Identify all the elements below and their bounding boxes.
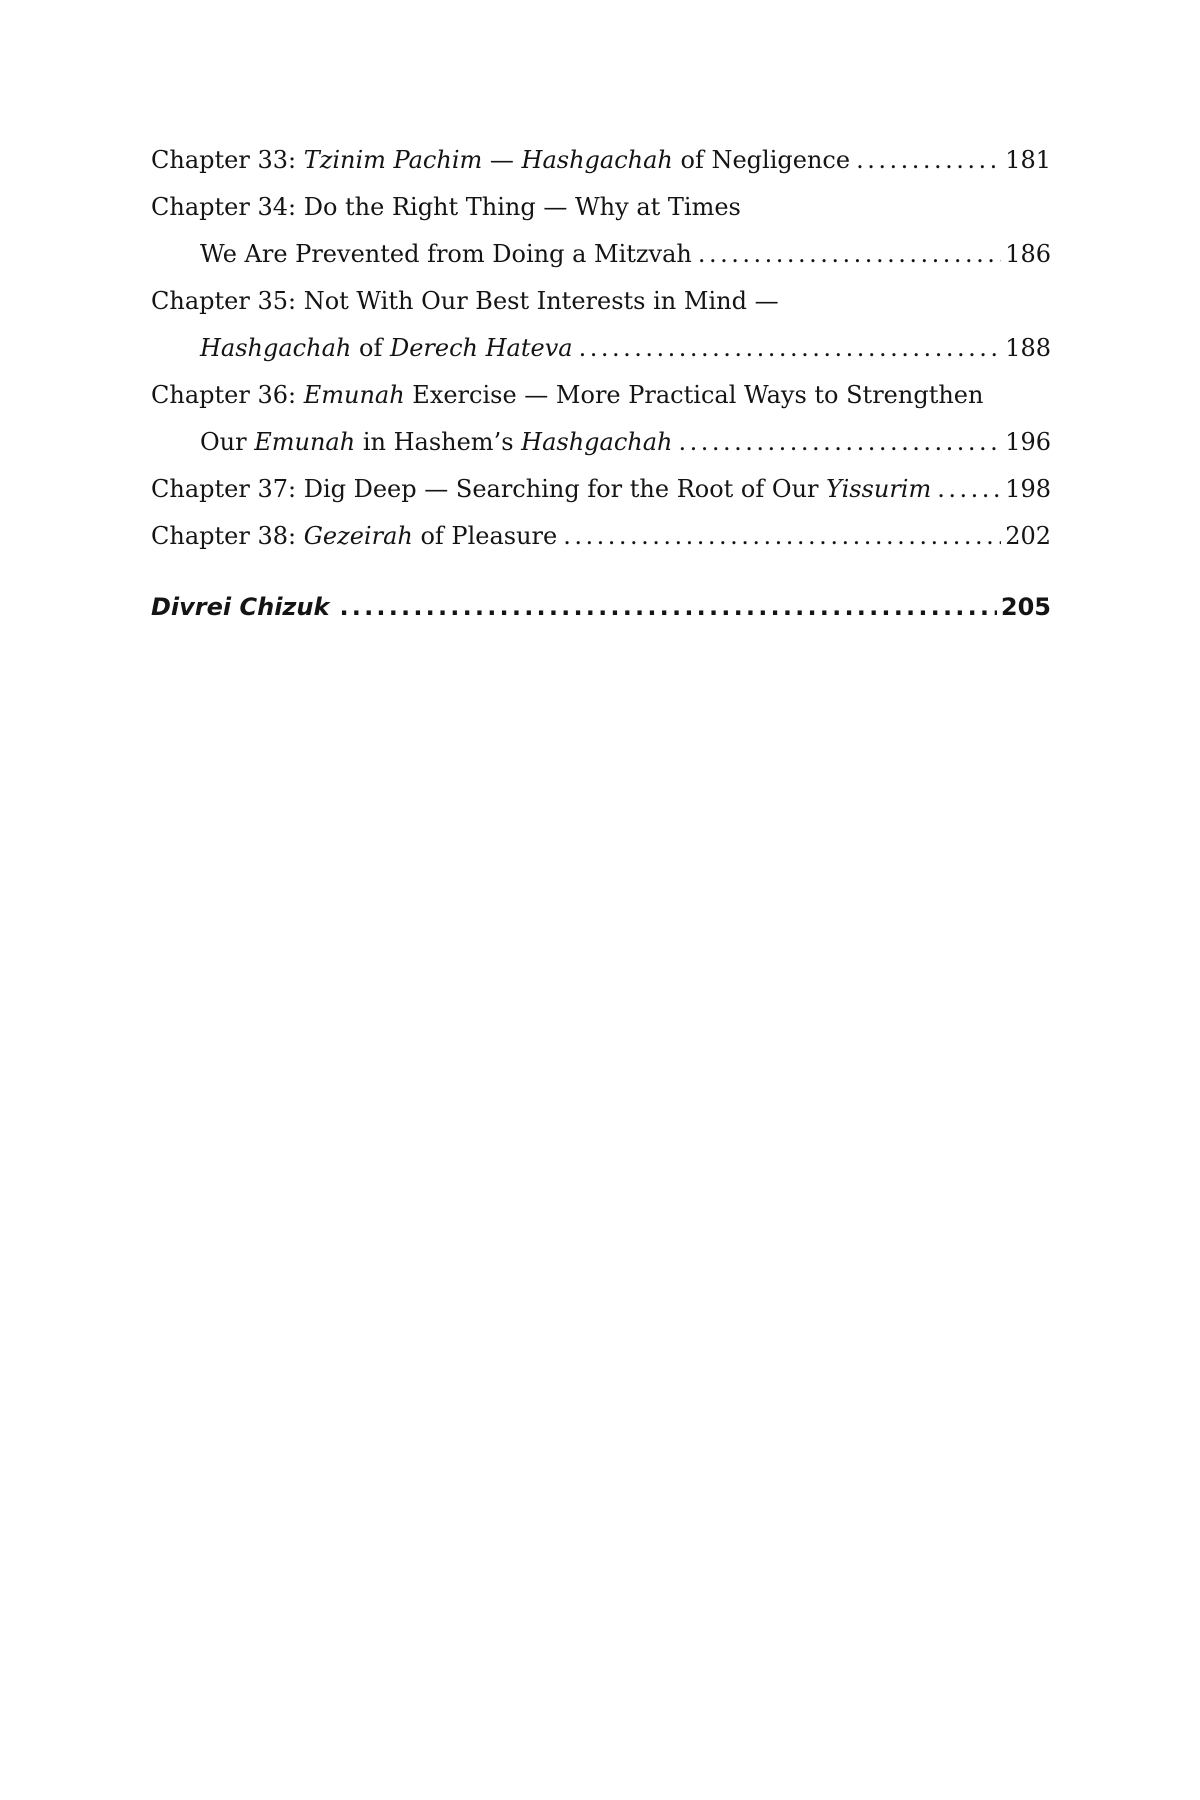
toc-entry-chapter-38[interactable] <box>151 513 1051 560</box>
toc-page-number: 202 <box>1005 522 1051 550</box>
toc-entry-chapter-36-line-2[interactable] <box>151 419 1051 466</box>
toc-entry-chapter-37[interactable] <box>151 466 1051 513</box>
toc-page-number: 205 <box>1000 593 1051 621</box>
toc-entry-title: Chapter 37: Dig Deep — Searching for the Root of Our Yissurim <box>151 475 932 503</box>
toc-entry-title: Chapter 35: Not With Our Best Interests in Mind — <box>151 287 779 315</box>
dot-leader <box>679 419 1002 466</box>
toc-entry-chapter-35-line-1[interactable] <box>151 278 1051 325</box>
toc-entry-title: Chapter 34: Do the Right Thing — Why at Times <box>151 193 741 221</box>
toc-entry-chapter-36-line-1[interactable] <box>151 372 1051 419</box>
section-title: Divrei Chizuk <box>151 593 330 621</box>
toc-entry-divrei-chizuk[interactable] <box>151 584 1051 631</box>
toc-entry-title: Chapter 36: Emunah Exercise — More Practical Ways to Strengthen <box>151 381 984 409</box>
toc-page-number: 188 <box>1005 334 1051 362</box>
toc-page-number: 198 <box>1005 475 1051 503</box>
toc-entry-title: Chapter 33: Tzinim Pachim — Hashgachah of Negligence <box>151 146 851 174</box>
dot-leader <box>698 231 1001 278</box>
toc-page-number: 181 <box>1005 146 1051 174</box>
dot-leader <box>563 513 1001 560</box>
toc-page-number: 196 <box>1005 428 1051 456</box>
table-of-contents <box>151 137 1051 631</box>
dot-leader <box>856 137 1001 184</box>
toc-entry-title-continued: Our Emunah in Hashem’s Hashgachah <box>200 428 673 456</box>
toc-entry-chapter-35-line-2[interactable] <box>151 325 1051 372</box>
toc-entry-chapter-34-line-1[interactable] <box>151 184 1051 231</box>
dot-leader <box>339 584 996 631</box>
toc-entry-title: Chapter 38: Gezeirah of Pleasure <box>151 522 558 550</box>
dot-leader <box>579 325 1002 372</box>
toc-entry-chapter-33[interactable] <box>151 137 1051 184</box>
toc-entry-title-continued: We Are Prevented from Doing a Mitzvah <box>200 240 692 268</box>
toc-entry-chapter-34-line-2[interactable] <box>151 231 1051 278</box>
dot-leader <box>937 466 1001 513</box>
toc-entry-title-continued: Hashgachah of Derech Hateva <box>200 334 573 362</box>
toc-page-number: 186 <box>1005 240 1051 268</box>
